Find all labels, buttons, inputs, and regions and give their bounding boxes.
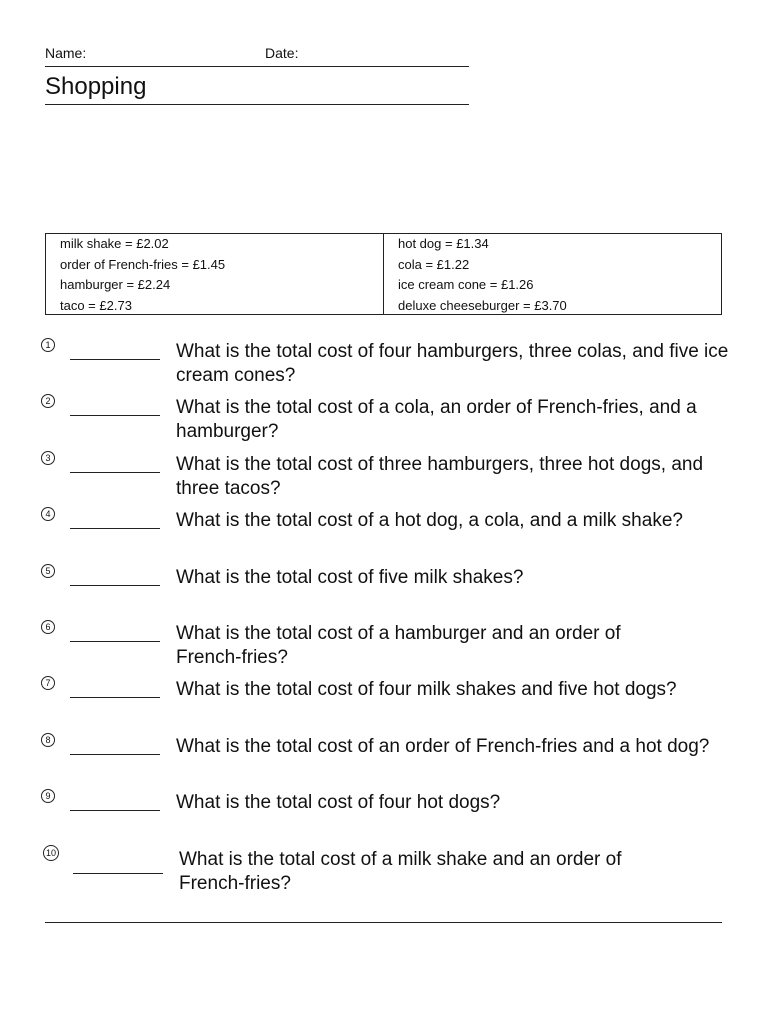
answer-blank[interactable]: [70, 472, 160, 473]
question-text: What is the total cost of five milk shakes?: [176, 567, 524, 588]
answer-blank[interactable]: [70, 585, 160, 586]
answer-blank[interactable]: [70, 359, 160, 360]
question-5: [0, 564, 768, 614]
question-number-badge: 8: [41, 733, 55, 747]
price-item: taco = £2.73: [60, 297, 132, 313]
answer-blank[interactable]: [70, 415, 160, 416]
question-7: [0, 676, 768, 726]
question-text: What is the total cost of a hot dog, a cola, and a milk shake?: [176, 510, 683, 531]
question-text: What is the total cost of a cola, an order of French-fries, and a hamburger?: [176, 397, 697, 442]
price-item: hot dog = £1.34: [398, 236, 489, 251]
question-text: What is the total cost of three hamburgers, three hot dogs, and three tacos?: [176, 454, 704, 499]
question-6: [0, 620, 768, 670]
title-underline: [45, 104, 469, 105]
price-column-left: [46, 234, 383, 314]
footer-rule: [45, 922, 722, 923]
question-text: What is the total cost of four milk shakes and five hot dogs?: [176, 679, 677, 700]
question-9: [0, 789, 768, 839]
question-text: What is the total cost of a milk shake and an order of French-fries?: [179, 849, 622, 894]
answer-blank[interactable]: [70, 810, 160, 811]
question-number-badge: 9: [41, 789, 55, 803]
price-item: ice cream cone = £1.26: [398, 277, 534, 292]
question-text: What is the total cost of an order of French-fries and a hot dog?: [176, 736, 710, 757]
question-4: [0, 507, 768, 557]
question-number-badge: 6: [41, 620, 55, 634]
name-label: Name:: [45, 45, 87, 61]
question-8: [0, 733, 768, 783]
price-item: hamburger = £2.24: [60, 277, 171, 292]
answer-blank[interactable]: [70, 754, 160, 755]
question-text: What is the total cost of four hot dogs?: [176, 792, 501, 813]
question-number-badge: 5: [41, 564, 55, 578]
answer-blank[interactable]: [73, 873, 163, 874]
price-table: [45, 233, 722, 315]
price-item: milk shake = £2.02: [60, 236, 169, 251]
answer-blank[interactable]: [70, 528, 160, 529]
question-text: What is the total cost of a hamburger and an order of French-fries?: [176, 623, 621, 668]
price-column-right: [383, 234, 721, 314]
question-number-badge: 4: [41, 507, 55, 521]
question-10: [0, 845, 768, 895]
question-1: [0, 338, 768, 388]
question-3: [0, 451, 768, 501]
question-number-badge: 7: [41, 676, 55, 690]
price-item: order of French-fries = £1.45: [60, 256, 226, 272]
question-number-badge: 3: [41, 451, 55, 465]
question-2: [0, 394, 768, 444]
question-number-badge: 2: [41, 394, 55, 408]
answer-blank[interactable]: [70, 641, 160, 642]
answer-blank[interactable]: [70, 697, 160, 698]
worksheet-title: Shopping: [45, 73, 147, 100]
question-number-badge: 1: [41, 338, 55, 352]
date-label: Date:: [265, 45, 299, 61]
price-item: deluxe cheeseburger = £3.70: [398, 297, 567, 313]
question-text: What is the total cost of four hamburgers, three colas, and five ice cream cones?: [176, 341, 729, 386]
price-item: cola = £1.22: [398, 256, 470, 272]
name-date-line[interactable]: [45, 66, 469, 67]
question-number-badge: 10: [43, 845, 59, 861]
